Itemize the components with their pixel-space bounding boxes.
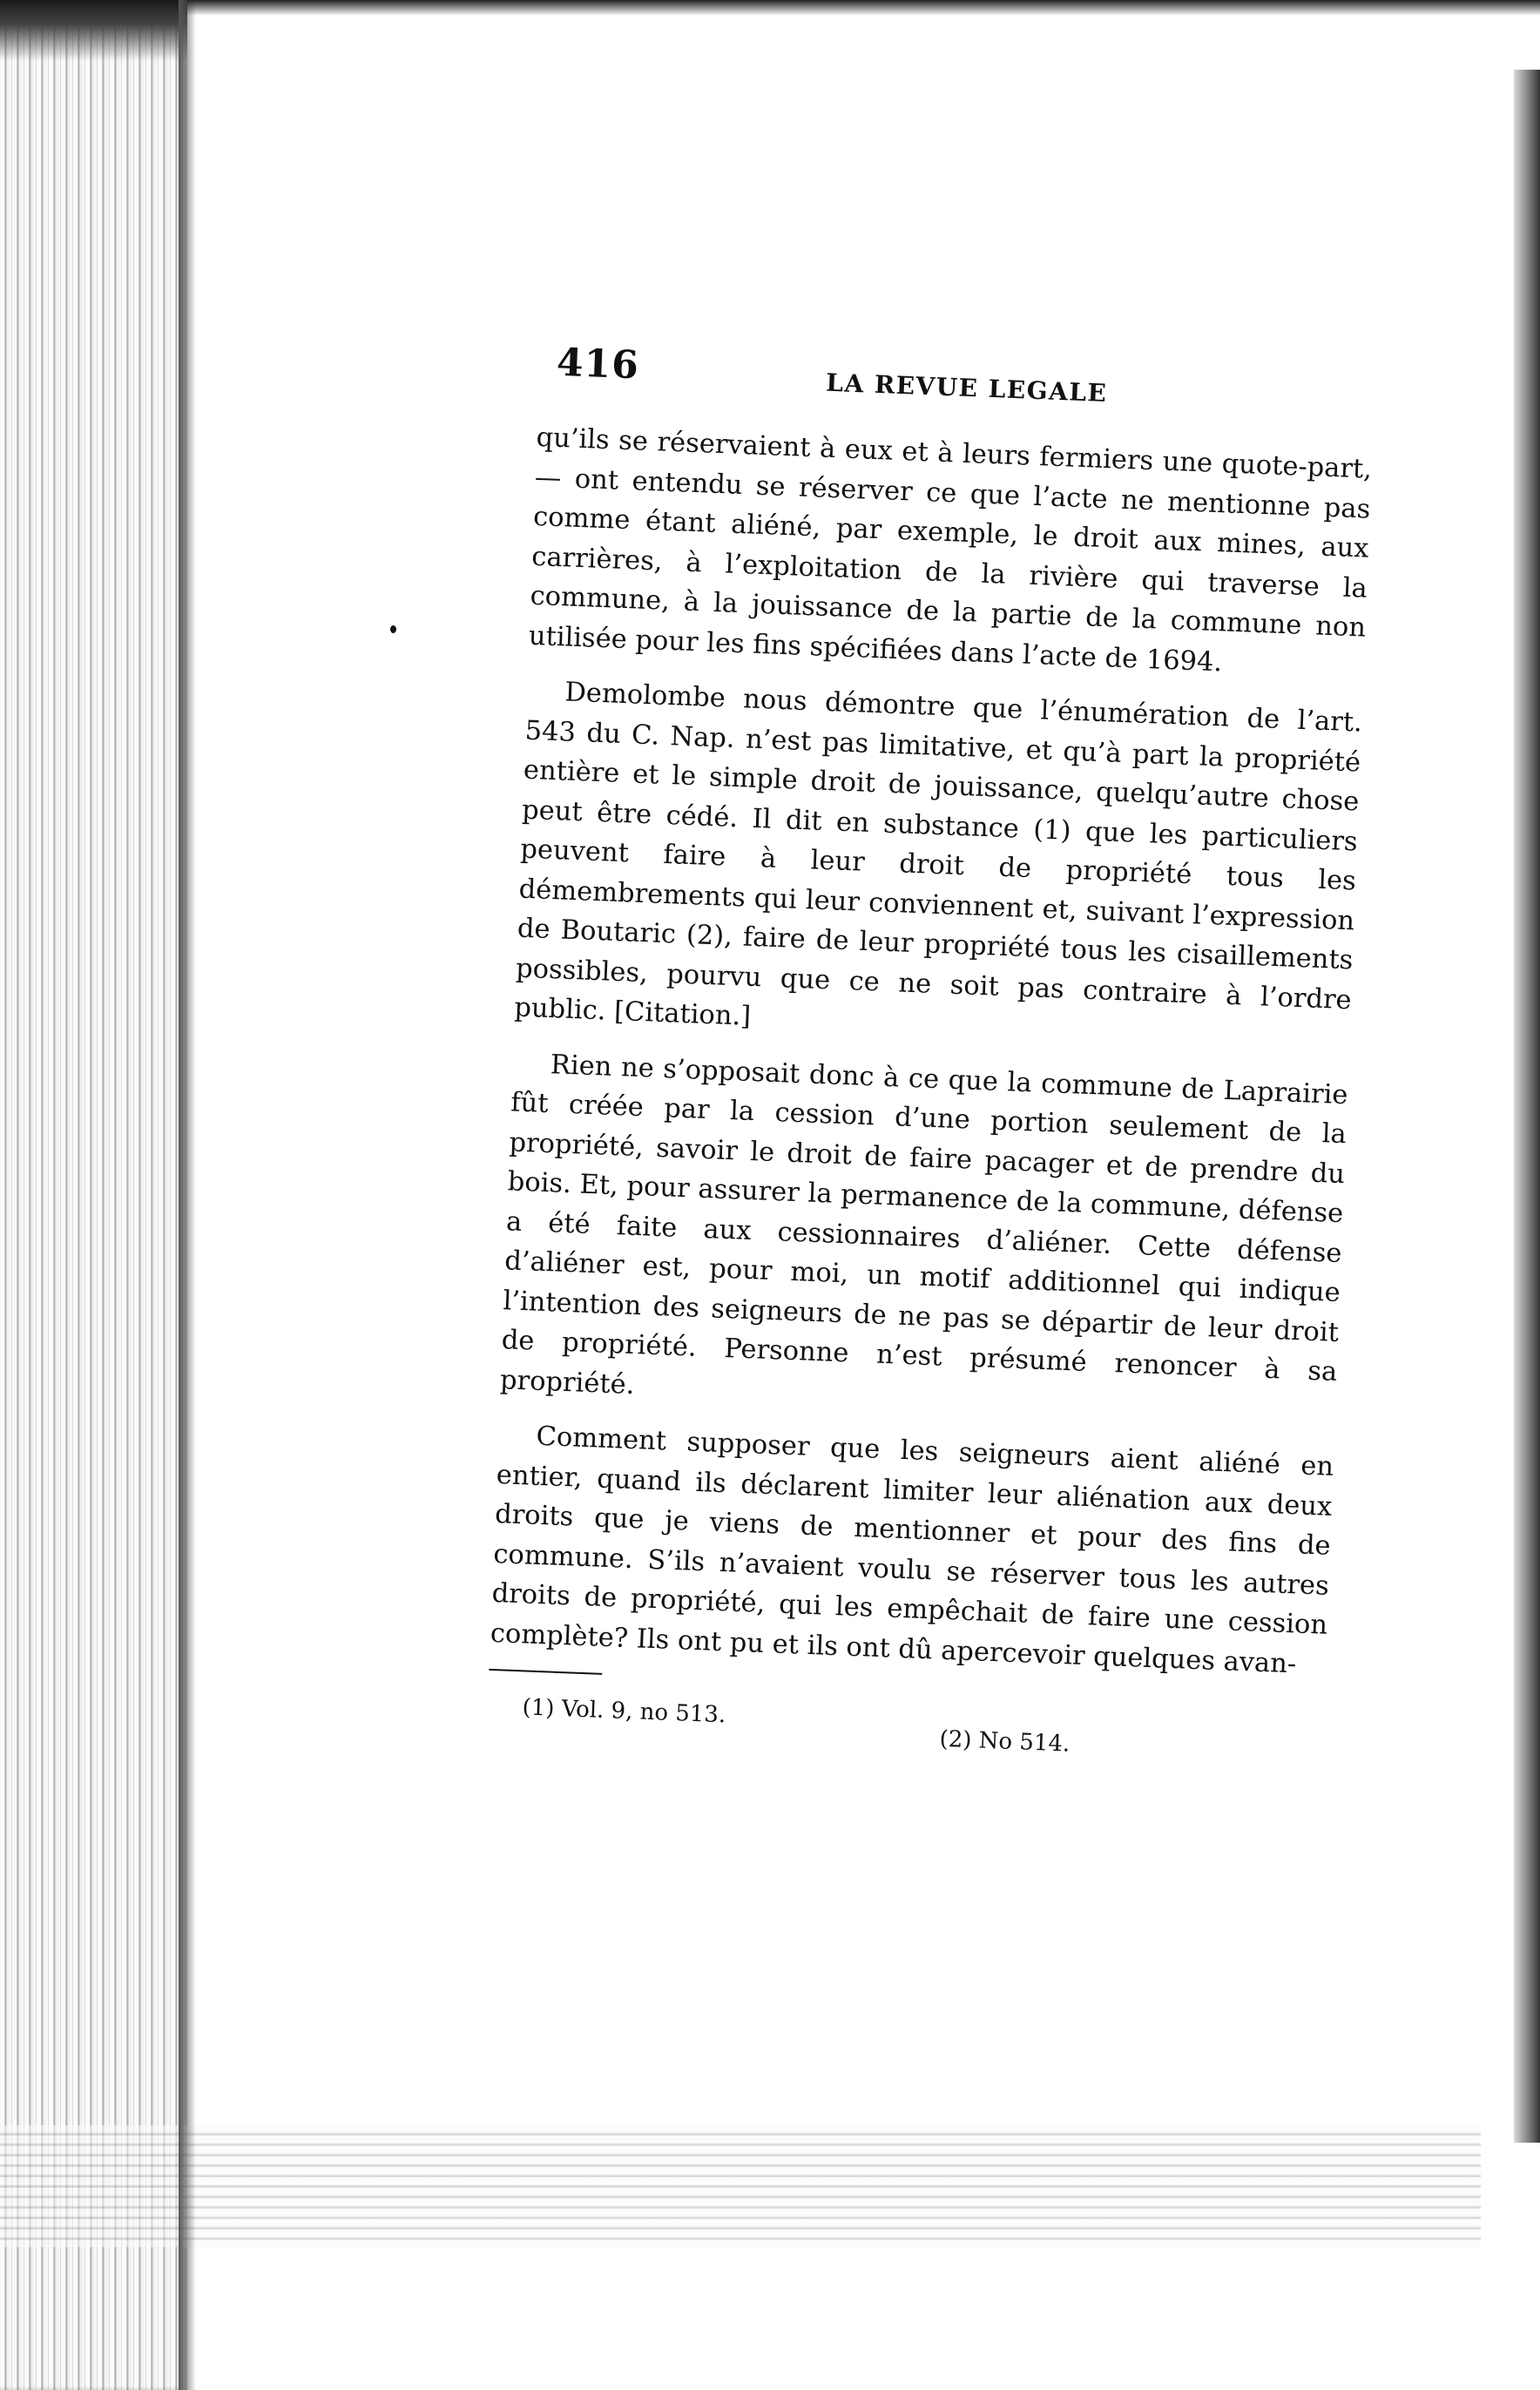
footnote-rule	[489, 1669, 602, 1675]
printed-text-block	[486, 340, 1375, 1778]
paragraph-1: qu’ils se réservaient à eux et à leurs fermiers une quote-part,— ont entendu se réserver ce que l’acte ne mentionne pas comme étant aliéné, par exemple, le droit aux mines, aux carrières, à l’exploitation de la rivière qui traverse la commune, à la jouissance de la partie de la commune non utilisée pour les fins spécifiées dans l’acte de 1694.	[528, 422, 1373, 678]
footnotes	[486, 1693, 1324, 1778]
page-number: 416	[556, 340, 640, 388]
paragraph-3: Rien ne s’opposait donc à ce que la commune de Laprairie fût créée par la cession d’une portion seulement de la propriété, savoir le droit de faire pacager et de prendre du bois. Et, pour assurer la permanence de la commune, défense a été faite aux cessionnaires d’aliéner. Cette défense d’aliéner est, pour moi, un motif additionnel qui indique l’intention des seigneurs de ne pas se départir de leur droit de propriété. Personne n’est présumé renoncer à sa propriété.	[499, 1049, 1349, 1401]
paragraph-4: Comment supposer que les seigneurs aient aliéné en entier, quand ils déclarent limiter leur aliénation aux deux droits que je viens de mentionner et pour des fins de commune. S’ils n’avaient voulu se réserver tous les autres droits de propriété, qui les empêchait de faire une cession complète? Ils ont pu et ils ont dû apercevoir quelques avan-	[490, 1421, 1334, 1679]
right-page-edge	[1514, 70, 1540, 2143]
stacked-page-edges	[0, 0, 187, 2390]
running-title: LA REVUE LEGALE	[825, 368, 1108, 408]
stacked-page-edges-bottom	[0, 2125, 1481, 2247]
paragraph-2: Demolombe nous démontre que l’énumération de l’art. 543 du C. Nap. n’est pas limitative, et qu’à part la propriété entière et le simple droit de jouissance, quelqu’autre chose peut être cédé. Il dit en substance (1) que les particuliers peuvent faire à leur droit de propriété tous les démembrements qui leur conviennent et, suivant l’expression de Boutaric (2), faire de leur propriété tous les cisaillements possibles, pourvu que ce ne soit pas contraire à l’ordre public. [Citation.]	[513, 677, 1363, 1032]
footnote-2: (2) No 514.	[939, 1725, 1071, 1758]
top-edge-shadow	[187, 0, 1540, 16]
margin-ink-dot	[390, 625, 396, 633]
binding-shadow	[179, 0, 196, 2390]
footnote-1: (1) Vol. 9, no 513.	[522, 1694, 726, 1729]
page-edges-top-shadow	[0, 0, 187, 61]
